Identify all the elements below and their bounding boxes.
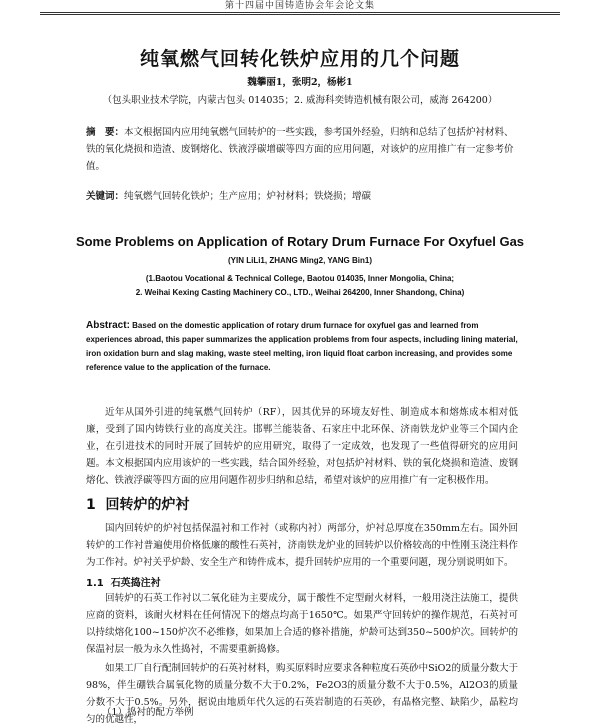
abstract-cn-text: 本文根据国内应用纯氧燃气回转炉的一些实践，参考国外经验，归纳和总结了包括炉衬材料、铁的氧化烧损和造渣、废钢熔化、铁液浮碳增碳等四方面的应用问题，对该炉的应用推广有一定参考价值。 [86, 127, 514, 172]
keywords-cn [86, 188, 518, 202]
abstract-cn-label: 摘 要： [86, 127, 125, 138]
section-1-title: 回转炉的炉衬 [105, 497, 190, 513]
header-rule-2 [40, 14, 560, 15]
keywords-cn-label: 关键词： [86, 191, 125, 202]
section-1-1-paragraph: 回转炉的石英工作衬以二氧化硅为主要成分，属于酸性不定型耐火材料，一般用浇注法施工，提供应商的资料，该耐火材料在任何情况下的熔点均高于1650℃。如果严守回转炉的操作规范，石英衬可以持续熔化100~150炉次不必维修，如果加上合适的修补措施，炉龄可达到350~500炉次。回转炉的保温衬层一般为永久性捣衬，不需要重新捣修。 [86, 593, 518, 655]
section-1-paragraph: 国内回转炉的炉衬包括保温衬和工作衬（或称内衬）两部分，炉衬总厚度在350mm左右。国外回转炉的工作衬普遍使用价格低廉的酸性石英衬，济南铁龙炉业的回转炉以价格较高的中性刚玉浇注料作为工作衬。炉衬关乎炉龄、安全生产和铸件成本，提升回转炉应用的一个重要问题，现分别说明如下。 [86, 523, 518, 568]
english-authors: (YIN LiLi1, ZHANG Ming2, YANG Bin1) [227, 256, 372, 265]
section-1-1-list-item: （1）捣衬的配方举例 [102, 707, 194, 718]
english-affiliation-line-1: (1.Baotou Vocational & Technical College, Baotou 014035, Inner Mongolia, China; [145, 274, 455, 283]
paper-title: 纯氧燃气回转化铁炉应用的几个问题 [139, 48, 460, 70]
english-title: Some Problems on Application of Rotary Drum Furnace For Oxyfuel Gas [75, 234, 525, 249]
english-abstract-label: Abstract: [86, 320, 130, 331]
abstract-cn [86, 124, 518, 175]
section-1-1-paragraph-2: 如果工厂自行配制回转炉的石英衬材料，购买原料时应要求各种粒度石英砂中SiO2的质量分数大于98%，伴生硼铁合属氧化物的质量分数不大于0.2%，Fe2O3的质量分数不大于0.5%，Al2O3的质量分数不大于0.5%。另外，据说由地质年代久远的石英岩制造的石英砂，有晶格完整、缺陷少，晶粒均匀的优越性， [86, 663, 518, 725]
affiliation: （包头职业技术学院，内蒙古包头 014035；2. 威海科奕铸造机械有限公司，威海 264200） [102, 95, 498, 106]
english-affiliation-line-2: 2. Weihai Kexing Casting Machinery CO., LTD., Weihai 264200, Inner Shandong, China) [135, 288, 465, 297]
section-1-1-title: 石英捣注衬 [110, 578, 161, 589]
header-rule [40, 12, 560, 13]
english-abstract-text: Based on the domestic application of rotary drum furnace for oxyfuel gas and learned from experiences abroad, this paper summarizes the application problems from four aspects, including lining material, iron oxidation burn and slag making, waste steel melting, iron liquid float carbon increasing, and provides some reference value to the application of the furnace. [86, 321, 518, 372]
section-1-heading [86, 494, 190, 514]
section-1-1-number: 1.1 [86, 578, 104, 589]
authors: 魏攀丽1，张明2，杨彬1 [247, 77, 353, 88]
english-abstract [86, 319, 518, 375]
english-affiliation [70, 272, 530, 300]
keywords-cn-text: 纯氧燃气回转化铁炉；生产应用；炉衬材料；铁烧损；增碳 [124, 191, 372, 202]
introduction-paragraph: 近年从国外引进的纯氧燃气回转炉（RF），因其优异的环境友好性、制造成本和熔炼成本相对低廉，受到了国内铸铁行业的高度关注。邯郸兰能装备、石家庄中北环保、济南铁龙炉业等三个国内企业，在引进技术的同时开展了回转炉的应用研究，取得了一定成效，也发现了一些值得研究的应用问题。本文根据国内应用该炉的一些实践，结合国外经验，对包括炉衬材料、铁的氧化烧损和造渣、废钢熔化、铁液浮碳等四方面的应用问题作初步归纳和总结，希望对该炉的应用推广有一定积极作用。 [86, 407, 518, 486]
section-1-number: 1 [86, 497, 96, 513]
section-1-1-heading [86, 574, 161, 589]
header-text: 第十四届中国铸造协会年会论文集 [224, 1, 375, 11]
